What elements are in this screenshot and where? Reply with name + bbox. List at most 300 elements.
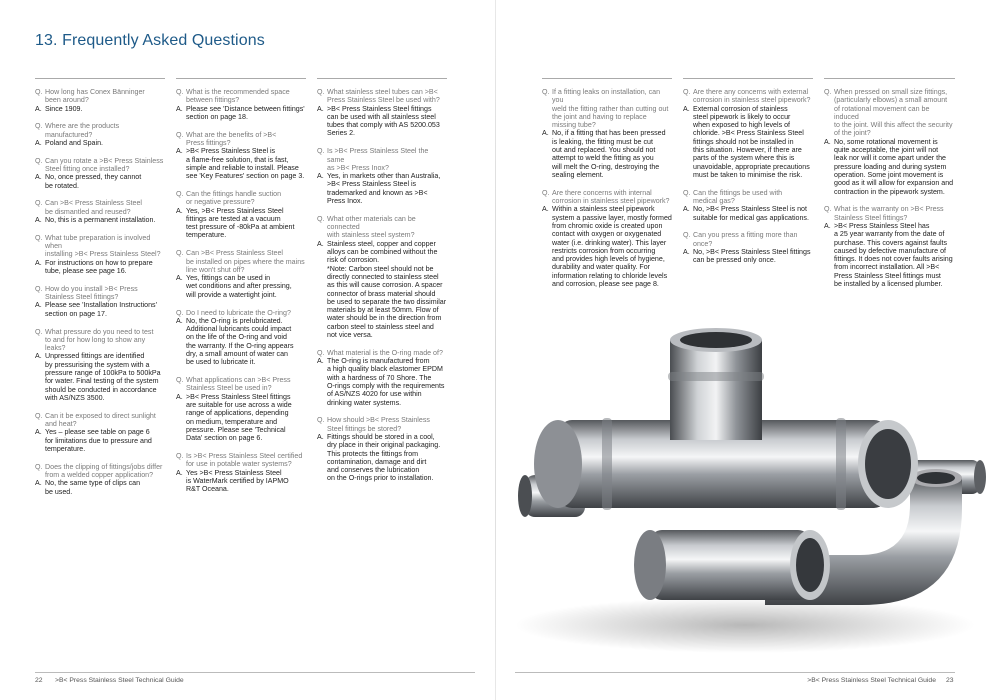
question-line: the joint and having to replace (552, 112, 647, 121)
answer-line: Data' section on page 6. (186, 434, 263, 443)
question-text (45, 122, 165, 139)
answer (35, 216, 165, 224)
question-line: for use in potable water systems? (186, 460, 292, 469)
answer-text (45, 479, 140, 496)
page-gutter (495, 0, 496, 700)
question-text (327, 88, 440, 105)
answer-line: No, the O-ring is prelubricated. (186, 316, 283, 325)
answer-line: should be conducted in accordance (45, 385, 157, 394)
answer-line: system a passive layer, mostly formed (552, 213, 672, 222)
answer-text (327, 105, 440, 138)
answer-line: section on page 18. (186, 112, 248, 121)
question (176, 131, 306, 148)
answer-line: restricts corrosion from occurring (552, 246, 656, 255)
question-line: Are there concerns with internal (552, 188, 652, 197)
answer (683, 248, 813, 265)
question (35, 463, 165, 480)
answer-line: on medium, temperature and (186, 417, 278, 426)
answer-line: as this will cause corrosion. A spacer (327, 281, 443, 290)
question-label: Q. (317, 416, 325, 425)
answer-line: Yes, >B< Press Stainless Steel (186, 206, 284, 215)
answer-line: will provide a watertight joint. (186, 290, 277, 299)
answer-text (327, 357, 444, 407)
answer-line: water (i.e. drinking water). This layer (552, 238, 667, 247)
question-label: Q. (35, 233, 43, 242)
answer-line: water should be in the direction from (327, 314, 442, 323)
question (317, 349, 447, 357)
answer-label: A. (176, 104, 183, 113)
question-line: What applications can >B< Press (186, 376, 291, 385)
answer-line: be installed by a licensed plumber. (834, 280, 943, 289)
answer-line: test pressure of -80kPa at ambient (186, 223, 295, 232)
answer-line: wet conditions and after pressing, (186, 282, 292, 291)
question-label: Q. (35, 88, 43, 96)
question (35, 199, 165, 216)
column-rule-4 (542, 78, 672, 79)
answer (35, 139, 165, 147)
answer-line: >B< Press Stainless Steel has (834, 221, 930, 230)
question-line: If a fitting leaks on installation, can you (552, 88, 661, 105)
question-label: Q. (824, 205, 832, 214)
answer-line: O-rings comply with the requirements (327, 382, 445, 390)
answer-label: A. (35, 258, 42, 267)
question-line: or negative pressure? (186, 198, 255, 207)
answer (317, 357, 447, 407)
answer-text (834, 222, 953, 288)
question-line: When pressed on small size fittings, (834, 88, 948, 96)
answer-label: A. (317, 239, 324, 248)
question-line: Can you rotate a >B< Press Stainless (45, 156, 164, 165)
faq-column-1 (35, 88, 165, 505)
faq-column-5 (683, 88, 813, 274)
answer-line: on the life of the O-ring and void (186, 333, 287, 342)
answer-label: A. (35, 352, 42, 361)
question-line: What stainless steel tubes can >B< (327, 88, 438, 96)
answer (176, 317, 306, 367)
faq-item (542, 88, 672, 179)
answer-text (45, 259, 153, 276)
question-line: with stainless steel system? (327, 231, 415, 240)
answer-line: >B< Press Stainless Steel is (186, 147, 276, 156)
question (317, 416, 447, 433)
answer-line: and provides high levels of hygiene, (552, 255, 665, 264)
answer-line: can be used with all stainless steel (327, 112, 436, 121)
answer (176, 207, 306, 240)
faq-item (35, 157, 165, 190)
answer-line: Since 1909. (45, 104, 83, 113)
page-title: 13. Frequently Asked Questions (35, 32, 265, 49)
answer-line: chloride. >B< Press Stainless Steel (693, 129, 804, 138)
answer-label: A. (176, 468, 183, 477)
question-line: Can >B< Press Stainless Steel (186, 249, 283, 258)
answer-line: see 'Key Features' section on page 3. (186, 172, 305, 181)
question (35, 157, 165, 174)
answer-label: A. (35, 479, 42, 488)
answer-line: For instructions on how to prepare (45, 258, 153, 267)
answer-label: A. (317, 432, 324, 441)
question-label: Q. (176, 189, 184, 198)
question-line: Can the fittings handle suction (186, 189, 282, 198)
answer-line: section on page 17. (45, 309, 107, 318)
question-label: Q. (35, 327, 43, 336)
question-line: to and for how long to show any leaks? (45, 335, 146, 353)
answer-line: directly connected to stainless steel (327, 272, 439, 281)
question-label: Q. (35, 122, 43, 131)
question-line: of rotational movement can be induced (834, 104, 930, 121)
answer (35, 173, 165, 190)
faq-item (683, 189, 813, 222)
question-line: Stainless Steel fittings? (45, 293, 119, 302)
answer (542, 129, 672, 179)
question (542, 189, 672, 206)
faq-item (35, 122, 165, 147)
faq-item (35, 285, 165, 318)
question-label: Q. (317, 214, 325, 223)
answer-line: Series 2. (327, 129, 355, 138)
question-label: Q. (317, 88, 325, 96)
question-line: Steel fittings be stored? (327, 424, 402, 433)
answer-line: contamination, damage and dirt (327, 457, 427, 466)
faq-column-6 (824, 88, 955, 298)
faq-item (176, 249, 306, 299)
answer-line: a 25 year warranty from the date of (834, 230, 945, 239)
answer-text (45, 139, 103, 147)
faq-item (35, 328, 165, 403)
question-text (186, 88, 290, 105)
answer-line: No, if a fitting that has been pressed (552, 129, 666, 138)
answer-line: is WaterMark certified by IAPMO (186, 476, 289, 485)
question-text (834, 88, 955, 138)
answer-text (45, 428, 152, 453)
answer-label: A. (35, 104, 42, 113)
answer-line: No, once pressed, they cannot (45, 173, 142, 182)
answer-line: Please see 'Installation Instructions' (45, 301, 157, 310)
question-text (45, 328, 165, 353)
answer-line: No, the same type of clips can (45, 479, 141, 488)
answer-label: A. (683, 205, 690, 214)
faq-item (683, 231, 813, 264)
answer (176, 105, 306, 122)
answer-text (327, 240, 446, 340)
answer-line: External corrosion of stainless (693, 104, 788, 113)
faq-item (35, 463, 165, 496)
answer-label: A. (317, 104, 324, 113)
answer-label: A. (683, 104, 690, 113)
answer-text (45, 105, 82, 113)
answer-line: be rotated. (45, 181, 79, 190)
answer-text (693, 248, 811, 265)
answer-text (327, 172, 440, 205)
left-footer-text: >B< Press Stainless Steel Technical Guide (55, 677, 184, 684)
answer-line: Press Stainless Steel fittings must (834, 271, 941, 280)
answer-text (186, 469, 289, 494)
answer-line: durability and water quality. For (552, 263, 651, 272)
answer-line: Yes >B< Press Stainless Steel (186, 468, 282, 477)
answer-line: will melt the O-ring, destroying the (552, 162, 660, 171)
answer-line: fittings are tested at a vacuum (186, 214, 281, 223)
question-label: Q. (542, 188, 550, 197)
right-page-number: 23 (946, 677, 954, 684)
question-line: What material is the O-ring made of? (327, 348, 443, 357)
question-label: Q. (176, 249, 184, 258)
answer-line: fittings should not be installed in (693, 137, 794, 146)
faq-column-4 (542, 88, 672, 298)
question-line: Stainless Steel fittings? (834, 213, 908, 222)
answer-label: A. (35, 173, 42, 182)
answer-line: carbon steel to stainless steel and (327, 322, 434, 331)
question (176, 452, 306, 469)
question-line: Where are the products manufactured? (45, 122, 120, 139)
question-text (834, 205, 944, 222)
answer-line: by pressurising the system with a (45, 360, 150, 369)
question (317, 147, 447, 172)
answer (176, 393, 306, 443)
question-line: medical gas? (693, 197, 735, 206)
question-text (327, 349, 443, 357)
right-footer-text: >B< Press Stainless Steel Technical Guide (807, 677, 936, 684)
answer-line: contact with oxygen or oxygenated (552, 230, 662, 239)
question-text (45, 88, 145, 105)
answer-line: unavoidable, appropriate precautions (693, 162, 810, 171)
question-line: corrosion in stainless steel pipework? (552, 197, 670, 206)
faq-item (317, 88, 447, 138)
answer-text (186, 317, 294, 367)
question-line: Is >B< Press Stainless Steel the same (327, 147, 429, 164)
faq-item (542, 189, 672, 289)
answer-text (186, 274, 292, 299)
question-label: Q. (176, 308, 184, 317)
faq-item (317, 416, 447, 482)
answer-text (552, 129, 666, 179)
left-page-number: 22 (35, 677, 43, 684)
question-line: to the joint. Will this affect the security (834, 121, 953, 130)
faq-item (176, 190, 306, 240)
answer-line: Yes – please see table on page 6 (45, 428, 150, 437)
question-text (45, 234, 165, 259)
question-text (186, 249, 305, 274)
question (683, 189, 813, 206)
answer-line: can be pressed only once. (693, 256, 776, 265)
question-line: installing >B< Press Stainless Steel? (45, 250, 161, 259)
faq-item (824, 205, 955, 288)
answer-label: A. (176, 316, 183, 325)
answer-line: from chromic oxide is created upon (552, 221, 663, 230)
question-text (186, 376, 291, 393)
faq-item (176, 376, 306, 442)
answer-line: be used. (45, 487, 73, 496)
answer (35, 479, 165, 496)
question-line: Can the fittings be used with (693, 188, 783, 197)
answer-line: a high quality black elastomer EPDM (327, 365, 443, 374)
answer (35, 301, 165, 318)
question-text (327, 147, 447, 172)
answer-line: Please see 'Distance between fittings' (186, 104, 305, 113)
answer-line: not vice versa. (327, 331, 373, 340)
answer-line: for limitations due to pressure and (45, 436, 152, 445)
answer-line: tube, please see page 16. (45, 267, 127, 276)
question-label: Q. (176, 376, 184, 385)
answer-label: A. (176, 392, 183, 401)
question (176, 249, 306, 274)
question-line: Do I need to lubricate the O-ring? (186, 308, 291, 317)
answer-line: Yes, in markets other than Australia, (327, 172, 441, 181)
faq-item (35, 234, 165, 275)
column-rule-3 (317, 78, 447, 79)
answer-line: be used to separate the two dissimilar (327, 297, 447, 306)
faq-item (35, 199, 165, 224)
question-line: Are there any concerns with external (693, 88, 809, 96)
answer-label: A. (683, 248, 690, 257)
answer-line: No, >B< Press Stainless Steel is not (693, 205, 807, 214)
question-line: Steel fitting once installed? (45, 165, 130, 174)
answer-line: *Note: Carbon steel should not be (327, 264, 434, 273)
answer-line: be used to lubricate it. (186, 358, 256, 367)
faq-item (317, 349, 447, 407)
question-label: Q. (176, 130, 184, 139)
answer (176, 274, 306, 299)
question-line: What is the recommended space (186, 88, 290, 96)
answer-line: with AS/NZS 3500. (45, 393, 105, 402)
question-line: (particularly elbows) a small amount (834, 96, 948, 105)
answer-line: suitable for medical gas applications. (693, 213, 809, 222)
question-line: missing tube? (552, 121, 596, 130)
answer-line: alloys can be combined without the (327, 248, 438, 257)
answer-line: when exposed to high levels of (693, 121, 791, 130)
question-line: What is the warranty on >B< Press (834, 205, 944, 214)
answer-line: dry place in their original packaging. (327, 441, 441, 450)
question-line: Can it be exposed to direct sunlight (45, 411, 156, 420)
answer-line: >B< Press Stainless Steel is (327, 180, 417, 189)
answer-line: fittings. It does not cover faults arising (834, 255, 953, 264)
answer-line: R&T Oceana. (186, 485, 229, 494)
answer-line: a flame-free solution, that is fast, (186, 155, 289, 164)
answer-text (186, 147, 304, 180)
answer-line: caused by defective manufacture of (834, 246, 946, 255)
answer-text (552, 205, 672, 288)
question-text (552, 88, 672, 129)
answer-line: parts of the system where this is (693, 154, 795, 163)
answer-text (45, 173, 141, 190)
answer-line: temperature. (45, 444, 86, 453)
question-label: Q. (35, 199, 43, 208)
answer-line: No, this is a permanent installation. (45, 216, 156, 225)
answer-label: A. (35, 216, 42, 225)
answer-line: purchase. This covers against faults (834, 238, 948, 247)
question-text (693, 189, 782, 206)
question-text (327, 416, 430, 433)
answer-line: The O-ring is manufactured from (327, 357, 430, 366)
question (176, 88, 306, 105)
question-line: be installed on pipes where the mains (186, 257, 305, 266)
question (683, 88, 813, 105)
question (317, 215, 447, 240)
question-text (327, 215, 447, 240)
answer-text (693, 205, 809, 222)
answer (542, 205, 672, 288)
question-line: Is >B< Press Stainless Steel certified (186, 451, 303, 460)
answer-text (834, 138, 953, 196)
column-rule-1 (35, 78, 165, 79)
answer-label: A. (542, 129, 549, 138)
faq-item (176, 131, 306, 181)
answer-line: >B< Press Stainless Steel fittings (327, 104, 432, 113)
answer-line: This protects the fittings from (327, 449, 419, 458)
answer-label: A. (317, 357, 324, 366)
answer-line: from incorrect installation. All >B< (834, 263, 940, 272)
stainless-fittings-photo (500, 300, 990, 672)
question-line: Can you press a fitting more than once? (693, 231, 798, 248)
answer (683, 205, 813, 222)
faq-item (317, 147, 447, 205)
answer-line: drinking water systems. (327, 398, 402, 407)
answer-line: information relating to chloride levels (552, 271, 668, 280)
question-label: Q. (35, 156, 43, 165)
answer-line: operation. Some joint movement is (834, 170, 944, 179)
question (35, 122, 165, 139)
answer-line: tubes that comply with AS 5200.053 (327, 121, 440, 130)
question-line: What tube preparation is involved when (45, 233, 151, 251)
answer-line: out and replaced. You should not (552, 146, 656, 155)
question-line: How do you install >B< Press (45, 284, 138, 293)
question-line: corrosion in stainless steel pipework? (693, 96, 811, 105)
footer-rule-left (35, 672, 475, 673)
question-text (45, 157, 163, 174)
answer-line: pressure. Please see 'Technical (186, 425, 286, 434)
answer (317, 240, 447, 340)
answer-text (45, 301, 157, 318)
question (176, 190, 306, 207)
answer-label: A. (317, 172, 324, 181)
question (176, 376, 306, 393)
answer-line: trademarked and known as >B< (327, 188, 428, 197)
question-line: from a welded copper application? (45, 470, 154, 479)
answer-text (45, 352, 161, 402)
faq-item (824, 88, 955, 196)
question-label: Q. (317, 147, 325, 156)
answer-label: A. (542, 205, 549, 214)
answer-line: Unpressed fittings are identified (45, 352, 145, 361)
question-line: Does the clipping of fittings/jobs differ (45, 462, 163, 471)
answer-line: Stainless steel, copper and copper (327, 239, 436, 248)
answer-text (186, 207, 294, 240)
question (35, 328, 165, 353)
answer-line: connector of brass material should (327, 289, 436, 298)
answer (317, 433, 447, 483)
answer-line: No, >B< Press Stainless Steel fittings (693, 248, 811, 257)
footer-rule-right (515, 672, 955, 673)
question-line: Press fittings? (186, 138, 231, 147)
answer-line: with a hardness of 70 Shore. The (327, 373, 432, 382)
question-line: been around? (45, 96, 89, 105)
answer-line: on the O-rings prior to installation. (327, 474, 434, 483)
answer-line: Yes, fittings can be used in (186, 274, 271, 283)
answer-label: A. (824, 137, 831, 146)
answer-label: A. (176, 274, 183, 283)
question-label: Q. (683, 88, 691, 96)
answer-line: steel pipework is likely to occur (693, 112, 791, 121)
question-line: What are the benefits of >B< (186, 130, 277, 139)
answer (176, 469, 306, 494)
question-label: Q. (683, 231, 691, 240)
answer-line: for water. Final testing of the system (45, 377, 159, 386)
question-line: Can >B< Press Stainless Steel (45, 199, 142, 208)
answer-line: good as it will allow for expansion and (834, 179, 954, 188)
answer-line: must be taken to minimise the risk. (693, 170, 803, 179)
question-label: Q. (35, 411, 43, 420)
question-line: of the joint? (834, 129, 871, 138)
answer-label: A. (35, 301, 42, 310)
question (35, 412, 165, 429)
